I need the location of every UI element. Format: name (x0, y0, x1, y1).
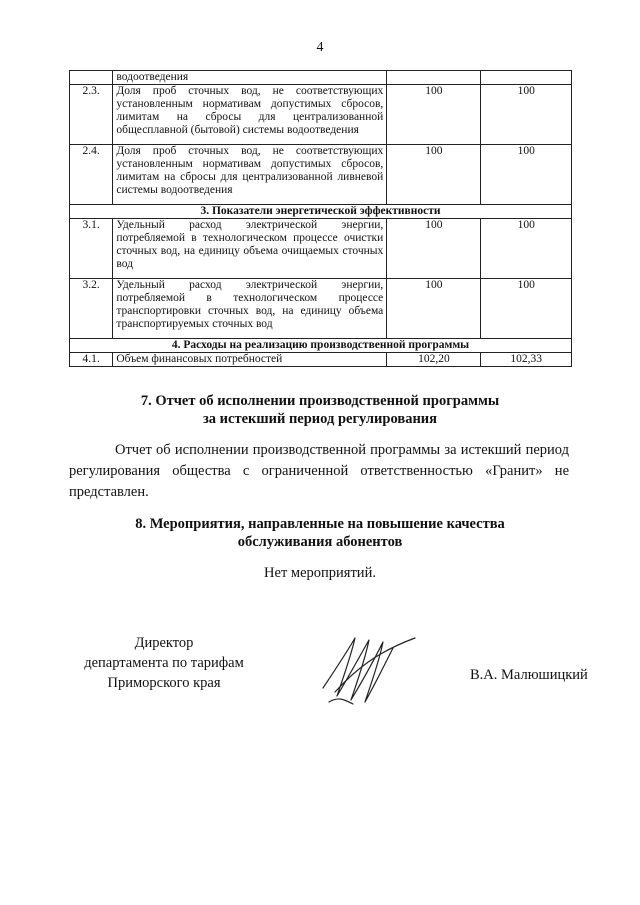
row-value-2: 100 (481, 85, 572, 145)
row-value-2: 102,33 (481, 353, 572, 367)
row-value-1: 102,20 (387, 353, 481, 367)
heading-line: обслуживания абонентов (237, 534, 403, 550)
row-description: Удельный расход электрической энергии, потребляемой в технологическом процессе транспортировки сточных вод, на единицу объема транспортируемых сточных вод (113, 279, 387, 339)
section-7-text: Отчет об исполнении производственной программы за истекший период регулирования общества с ограниченной ответственностью «Гранит» не представлен. (69, 442, 569, 500)
row-value-1: 100 (387, 219, 481, 279)
section-3-heading: 3. Показатели энергетической эффективности (70, 205, 572, 219)
handwritten-signature (315, 630, 425, 710)
heading-line: 7. Отчет об исполнении производственной программы (140, 393, 500, 409)
row-description: Доля проб сточных вод, не соответствующих установленным нормативам допустимых сбросов, лимитам на сбросы для централизованной ливневой системы водоотведения (113, 145, 387, 205)
row-value-2: 100 (481, 219, 572, 279)
section-row (70, 339, 572, 353)
table-row (70, 145, 572, 205)
section-8-heading (0, 515, 640, 551)
section-4-heading: 4. Расходы на реализацию производственной программы (70, 339, 572, 353)
row-number: 2.3. (70, 85, 113, 145)
page-number: 4 (316, 40, 324, 55)
section-row (70, 205, 572, 219)
row-number (70, 71, 113, 85)
signatory-title-line: департамента по тарифам (84, 655, 244, 671)
table-row (70, 353, 572, 367)
section-7-text-block (69, 440, 569, 503)
row-number: 4.1. (70, 353, 113, 367)
row-value-2 (481, 71, 572, 85)
row-number: 3.2. (70, 279, 113, 339)
row-description: Доля проб сточных вод, не соответствующих установленным нормативам допустимых сбросов, лимитам на сбросы для централизованной общесплавной (бытовой) системы водоотведения (113, 85, 387, 145)
row-number: 3.1. (70, 219, 113, 279)
row-value-1: 100 (387, 85, 481, 145)
indicators-table (69, 70, 572, 367)
signatory-title-line: Приморского края (107, 675, 221, 691)
row-value-2: 100 (481, 145, 572, 205)
row-value-1: 100 (387, 279, 481, 339)
signatory-title (64, 633, 264, 693)
section-7-heading (0, 392, 640, 428)
row-description: Объем финансовых потребностей (113, 353, 387, 367)
table-row (70, 85, 572, 145)
section-8-text: Нет мероприятий. (264, 565, 376, 581)
table-row (70, 219, 572, 279)
row-number: 2.4. (70, 145, 113, 205)
row-value-2: 100 (481, 279, 572, 339)
row-description: водоотведения (113, 71, 387, 85)
row-value-1 (387, 71, 481, 85)
table-row (70, 71, 572, 85)
heading-line: 8. Мероприятия, направленные на повышение качества (135, 516, 505, 532)
heading-line: за истекший период регулирования (202, 411, 438, 427)
table-row (70, 279, 572, 339)
row-value-1: 100 (387, 145, 481, 205)
row-description: Удельный расход электрической энергии, потребляемой в технологическом процессе очистки сточных вод, на единицу объема очищаемых сточных вод (113, 219, 387, 279)
signatory-title-line: Директор (134, 635, 194, 651)
signatory-name: В.А. Малюшицкий (470, 667, 588, 683)
